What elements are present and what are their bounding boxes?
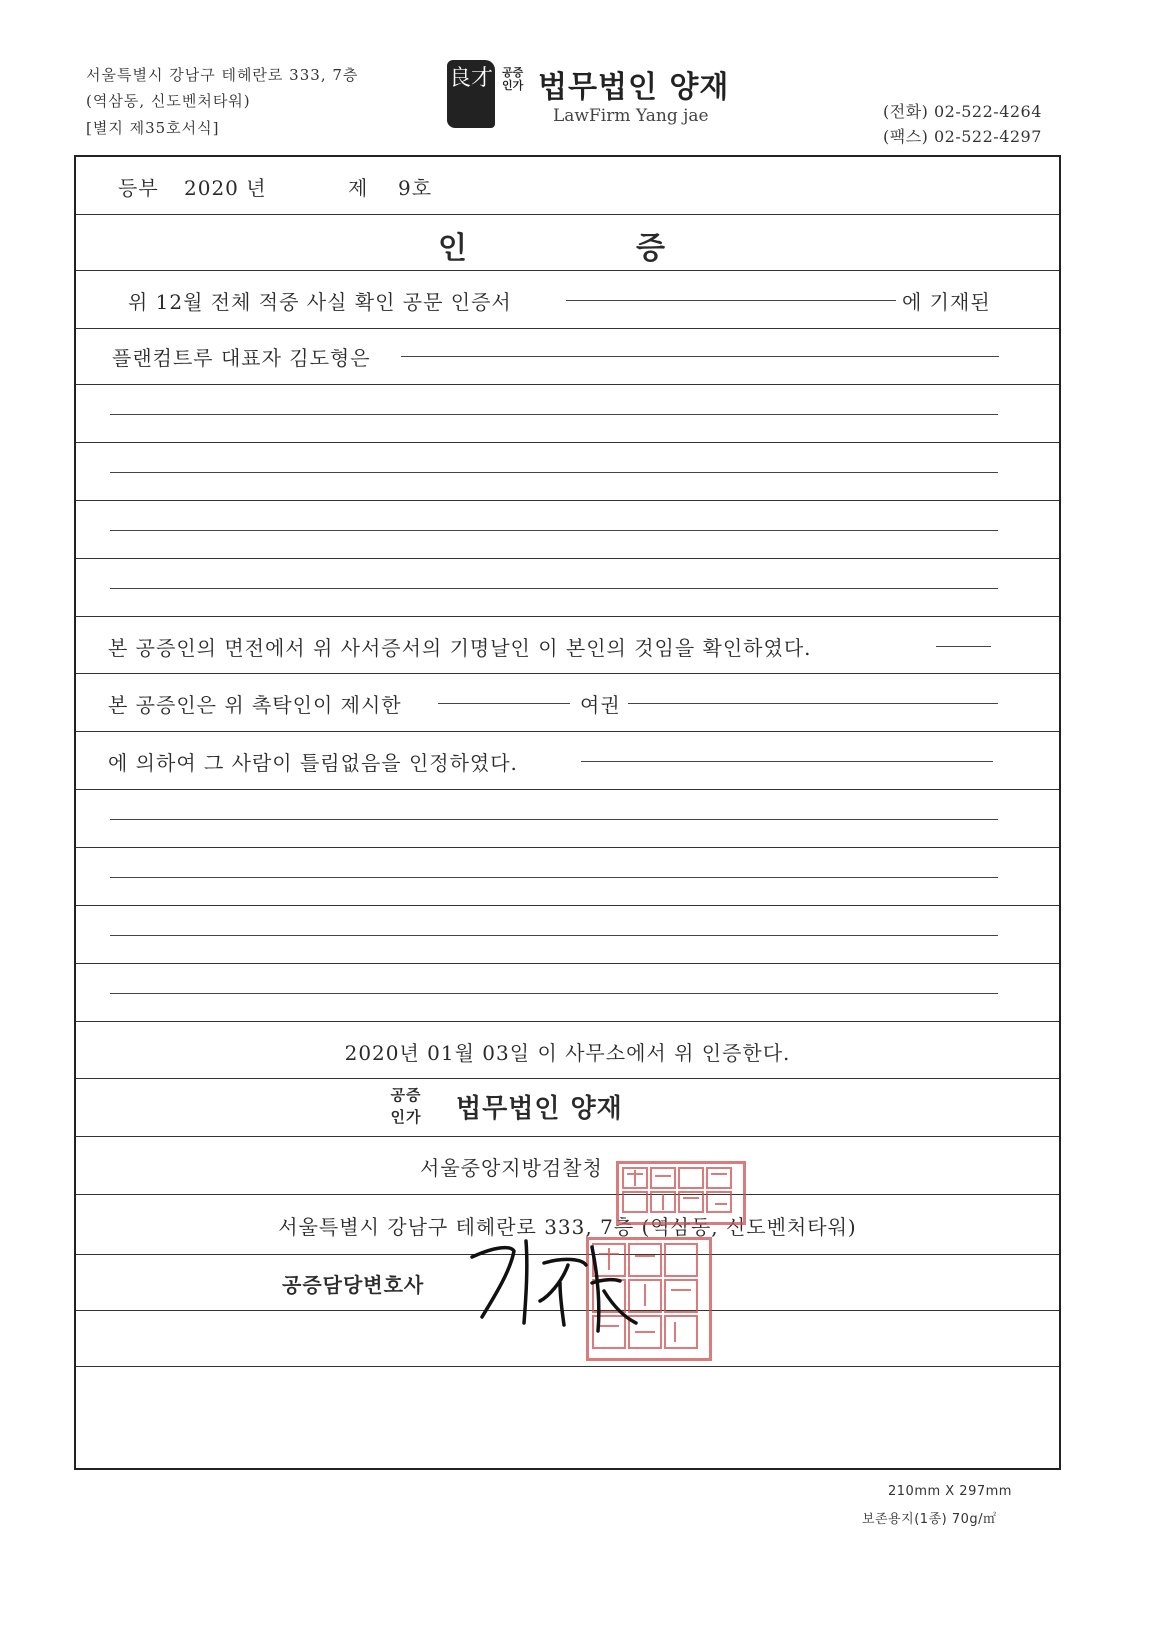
subject-suffix: 에 기재된	[902, 290, 991, 314]
id-document-type: 여권	[580, 693, 621, 717]
blank-rule	[936, 646, 991, 647]
firm-seal-stamp	[616, 1161, 746, 1225]
header-address-line2: (역삼동, 신도벤처타워)	[86, 92, 251, 110]
signature-icon	[464, 1227, 644, 1337]
prosecutors-office: 서울중앙지방검찰청	[420, 1156, 603, 1180]
blank-rule	[566, 300, 896, 301]
certification-date-line: 2020년 01월 03일 이 사무소에서 위 인증한다.	[344, 1041, 791, 1065]
firm-notary-label: 공증 인가	[390, 1086, 422, 1126]
title-row	[76, 215, 1059, 271]
logo-firm-name: 법무법인 양재	[538, 70, 730, 105]
register-label: 등부	[118, 176, 159, 200]
logo-notary-label: 공증인가	[502, 66, 524, 92]
blank-rule	[110, 877, 998, 878]
blank-row	[76, 1367, 1059, 1427]
blank-rule	[401, 356, 999, 357]
paper-size: 210mm X 297mm	[888, 1484, 1012, 1499]
blank-row	[76, 559, 1059, 617]
blank-rule	[110, 414, 998, 415]
firm-row	[76, 1079, 1059, 1137]
notary-label: 공증담당변호사	[282, 1273, 425, 1297]
form-number: [별지 제35호서식]	[86, 119, 220, 137]
blank-rule	[110, 530, 998, 531]
date-row	[76, 1022, 1059, 1079]
statement-1: 본 공증인의 면전에서 위 사서증서의 기명날인 이 본인의 것임을 확인하였다.	[108, 636, 812, 660]
blank-row	[76, 385, 1059, 443]
fax-number: (팩스) 02-522-4297	[883, 127, 1042, 146]
subject-text: 위 12월 전체 적중 사실 확인 공문 인증서	[128, 290, 512, 314]
statement-2: 본 공증인은 위 촉탁인이 제시한	[108, 693, 402, 717]
person-row	[76, 329, 1059, 385]
blank-row	[76, 964, 1059, 1022]
statement-row-3	[76, 732, 1059, 790]
register-no-value: 9호	[398, 176, 433, 200]
blank-rule	[628, 703, 998, 704]
blank-row	[76, 501, 1059, 559]
blank-row	[76, 443, 1059, 501]
blank-row	[76, 790, 1059, 848]
blank-rule	[110, 588, 998, 589]
logo-firm-english: LawFirm Yang jae	[553, 106, 709, 126]
statement-row-2	[76, 674, 1059, 732]
header-address-line1: 서울특별시 강남구 테헤란로 333, 7층	[86, 66, 359, 84]
register-no-label: 제	[348, 176, 369, 200]
title-char-2: 증	[636, 231, 666, 266]
paper-type: 보존용지(1종) 70g/㎡	[862, 1512, 997, 1527]
blank-row	[76, 906, 1059, 964]
firm-name: 법무법인 양재	[456, 1094, 623, 1124]
blank-rule	[110, 935, 998, 936]
firm-seal-pattern-icon	[619, 1164, 737, 1216]
blank-rule	[581, 761, 993, 762]
phone-number: (전화) 02-522-4264	[883, 102, 1042, 121]
blank-row	[76, 848, 1059, 906]
certificate-form	[74, 155, 1061, 1470]
blank-rule	[438, 703, 570, 704]
office-address: 서울특별시 강남구 테헤란로 333, 7층 (역삼동, 신도벤처타워)	[278, 1215, 857, 1239]
statement-row-1	[76, 617, 1059, 674]
office-row	[76, 1137, 1059, 1195]
register-year: 2020 년	[184, 176, 267, 200]
firm-logo-mark: 良才	[447, 60, 495, 128]
blank-rule	[110, 993, 998, 994]
blank-rule	[110, 819, 998, 820]
subject-row	[76, 271, 1059, 329]
person-text: 플랜컴트루 대표자 김도형은	[112, 346, 371, 370]
title-char-1: 인	[438, 231, 468, 266]
blank-rule	[110, 472, 998, 473]
statement-3: 에 의하여 그 사람이 틀림없음을 인정하였다.	[108, 751, 518, 775]
register-row	[76, 157, 1059, 215]
